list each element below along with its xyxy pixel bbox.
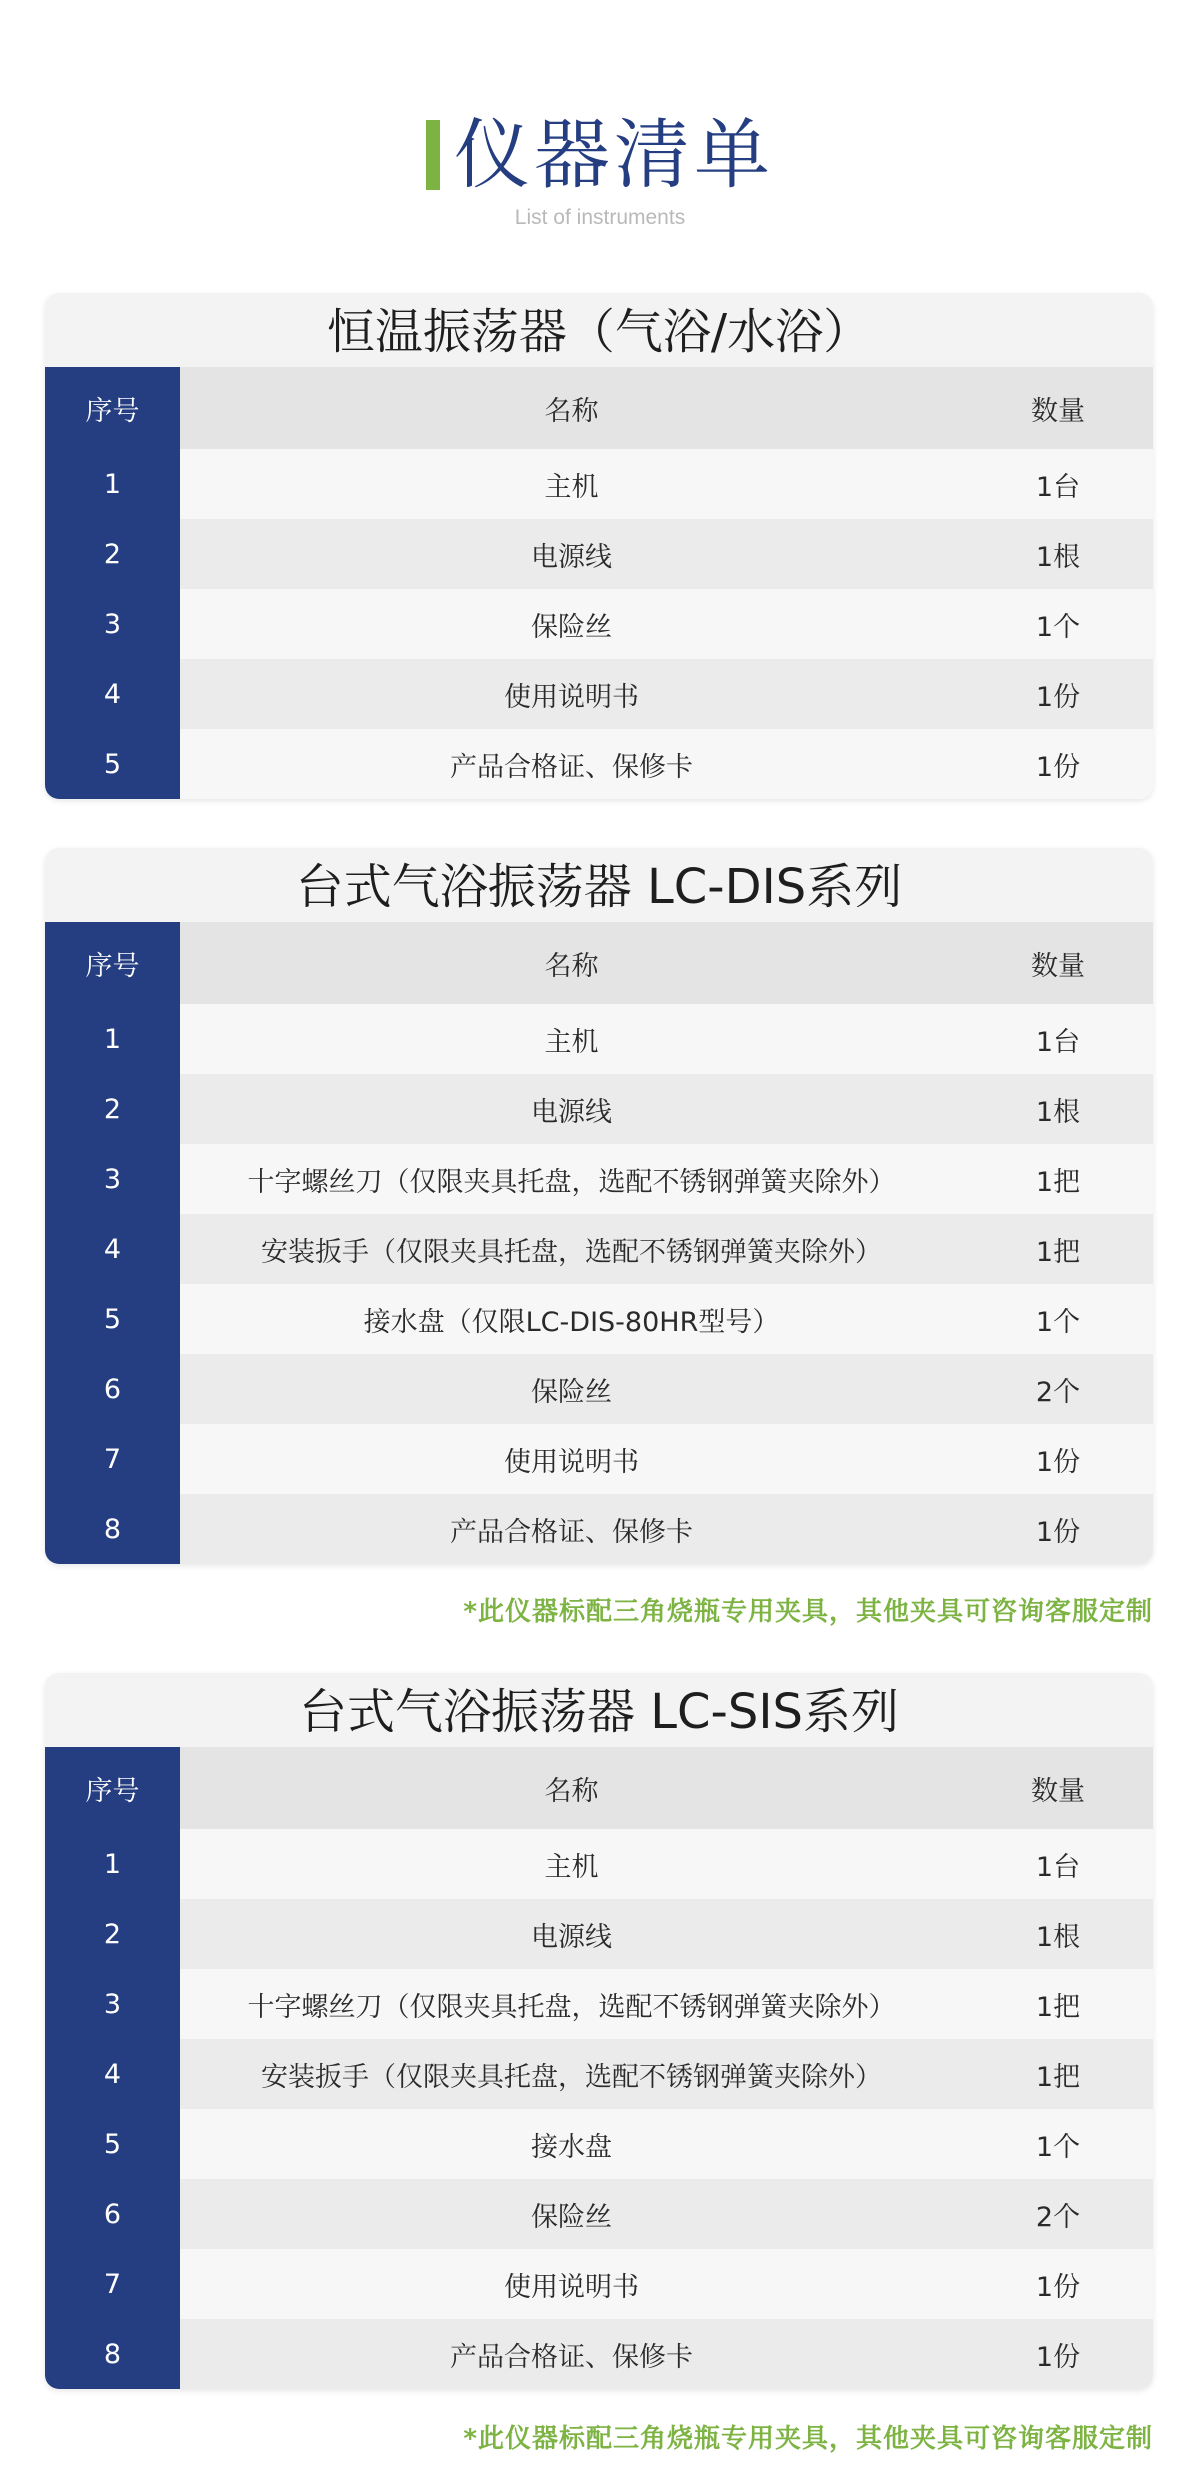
table-note: *此仪器标配三角烧瓶专用夹具，其他夹具可咨询客服定制 — [463, 1597, 1153, 1627]
table-row — [45, 1829, 1153, 1899]
row-index: 2 — [45, 1899, 180, 1969]
table-title: 台式气浴振荡器 LC-SIS系列 — [45, 1673, 1153, 1747]
row-index: 2 — [45, 519, 180, 589]
table-row — [45, 2179, 1153, 2249]
item-quantity: 1根 — [1035, 1921, 1081, 1953]
item-quantity: 2个 — [1035, 2201, 1081, 2233]
table-row — [45, 1004, 1153, 1074]
table-header-row — [45, 922, 1153, 1004]
row-index: 3 — [45, 1969, 180, 2039]
item-name: 十字螺丝刀（仅限夹具托盘，选配不锈钢弹簧夹除外） — [247, 1166, 896, 1198]
row-index: 6 — [45, 2179, 180, 2249]
column-header-index: 序号 — [45, 367, 180, 449]
table-card-1 — [45, 293, 1153, 799]
table-row — [45, 1969, 1153, 2039]
table-note: *此仪器标配三角烧瓶专用夹具，其他夹具可咨询客服定制 — [463, 2424, 1153, 2454]
item-quantity: 1份 — [1035, 681, 1081, 713]
page-header — [0, 0, 1200, 260]
item-quantity: 1个 — [1035, 2131, 1081, 2163]
item-quantity: 1个 — [1035, 1306, 1081, 1338]
item-name: 主机 — [544, 471, 599, 503]
item-quantity: 1根 — [1035, 1096, 1081, 1128]
item-name: 安装扳手（仅限夹具托盘，选配不锈钢弹簧夹除外） — [261, 1236, 882, 1268]
item-name: 保险丝 — [531, 611, 612, 643]
table-row — [45, 659, 1153, 729]
item-name: 安装扳手（仅限夹具托盘，选配不锈钢弹簧夹除外） — [261, 2061, 882, 2093]
table-row — [45, 1424, 1153, 1494]
row-index: 4 — [45, 659, 180, 729]
table-row — [45, 1214, 1153, 1284]
item-quantity: 1份 — [1035, 1516, 1081, 1548]
item-quantity: 1台 — [1035, 1026, 1081, 1058]
item-quantity: 1把 — [1035, 1991, 1081, 2023]
row-index: 8 — [45, 2319, 180, 2389]
title-accent-bar — [426, 120, 440, 190]
item-name: 电源线 — [531, 1921, 612, 1953]
column-header-name: 名称 — [544, 950, 599, 982]
row-index: 3 — [45, 1144, 180, 1214]
item-name: 产品合格证、保修卡 — [450, 751, 693, 783]
table-row — [45, 449, 1153, 519]
table-row — [45, 2249, 1153, 2319]
item-name: 使用说明书 — [504, 1446, 639, 1478]
item-quantity: 1份 — [1035, 2341, 1081, 2373]
table-header-row — [45, 367, 1153, 449]
item-name: 使用说明书 — [504, 2271, 639, 2303]
table-row — [45, 1899, 1153, 1969]
table-row — [45, 2319, 1153, 2389]
item-name: 十字螺丝刀（仅限夹具托盘，选配不锈钢弹簧夹除外） — [247, 1991, 896, 2023]
row-index: 4 — [45, 1214, 180, 1284]
item-quantity: 1份 — [1035, 751, 1081, 783]
column-header-quantity: 数量 — [1031, 395, 1085, 427]
column-header-index: 序号 — [45, 1747, 180, 1829]
item-quantity: 1份 — [1035, 2271, 1081, 2303]
table-card-2 — [45, 848, 1153, 1564]
row-index: 5 — [45, 2109, 180, 2179]
item-quantity: 1根 — [1035, 541, 1081, 573]
column-header-index: 序号 — [45, 922, 180, 1004]
item-name: 电源线 — [531, 1096, 612, 1128]
row-index: 1 — [45, 1004, 180, 1074]
page-title: 仪器清单 — [454, 110, 774, 199]
row-index: 7 — [45, 2249, 180, 2319]
item-name: 使用说明书 — [504, 681, 639, 713]
table-row — [45, 1284, 1153, 1354]
item-quantity: 2个 — [1035, 1376, 1081, 1408]
row-index: 7 — [45, 1424, 180, 1494]
table-row — [45, 2039, 1153, 2109]
column-header-name: 名称 — [544, 395, 599, 427]
item-quantity: 1把 — [1035, 1236, 1081, 1268]
item-name: 接水盘（仅限LC-DIS-80HR型号） — [363, 1306, 780, 1338]
table-row — [45, 729, 1153, 799]
row-index: 1 — [45, 449, 180, 519]
table-row — [45, 2109, 1153, 2179]
column-header-name: 名称 — [544, 1775, 599, 1807]
item-name: 保险丝 — [531, 2201, 612, 2233]
table-title: 恒温振荡器（气浴/水浴） — [45, 293, 1153, 367]
row-index: 4 — [45, 2039, 180, 2109]
column-header-quantity: 数量 — [1031, 950, 1085, 982]
item-quantity: 1台 — [1035, 1851, 1081, 1883]
item-name: 产品合格证、保修卡 — [450, 2341, 693, 2373]
item-name: 产品合格证、保修卡 — [450, 1516, 693, 1548]
table-header-row — [45, 1747, 1153, 1829]
row-index: 6 — [45, 1354, 180, 1424]
item-name: 主机 — [544, 1851, 599, 1883]
item-quantity: 1台 — [1035, 471, 1081, 503]
item-quantity: 1把 — [1035, 1166, 1081, 1198]
table-row — [45, 1074, 1153, 1144]
table-row — [45, 1494, 1153, 1564]
title-wrap — [0, 112, 1200, 198]
table-row — [45, 1354, 1153, 1424]
item-quantity: 1把 — [1035, 2061, 1081, 2093]
row-index: 2 — [45, 1074, 180, 1144]
table-row — [45, 589, 1153, 659]
table-title: 台式气浴振荡器 LC-DIS系列 — [45, 848, 1153, 922]
row-index: 1 — [45, 1829, 180, 1899]
row-index: 3 — [45, 589, 180, 659]
item-quantity: 1份 — [1035, 1446, 1081, 1478]
page-subtitle: List of instruments — [514, 206, 686, 229]
item-name: 接水盘 — [531, 2131, 612, 2163]
row-index: 5 — [45, 1284, 180, 1354]
row-index: 5 — [45, 729, 180, 799]
column-header-quantity: 数量 — [1031, 1775, 1085, 1807]
item-name: 主机 — [544, 1026, 599, 1058]
table-row — [45, 519, 1153, 589]
item-name: 保险丝 — [531, 1376, 612, 1408]
table-card-3 — [45, 1673, 1153, 2389]
row-index: 8 — [45, 1494, 180, 1564]
table-row — [45, 1144, 1153, 1214]
item-quantity: 1个 — [1035, 611, 1081, 643]
item-name: 电源线 — [531, 541, 612, 573]
